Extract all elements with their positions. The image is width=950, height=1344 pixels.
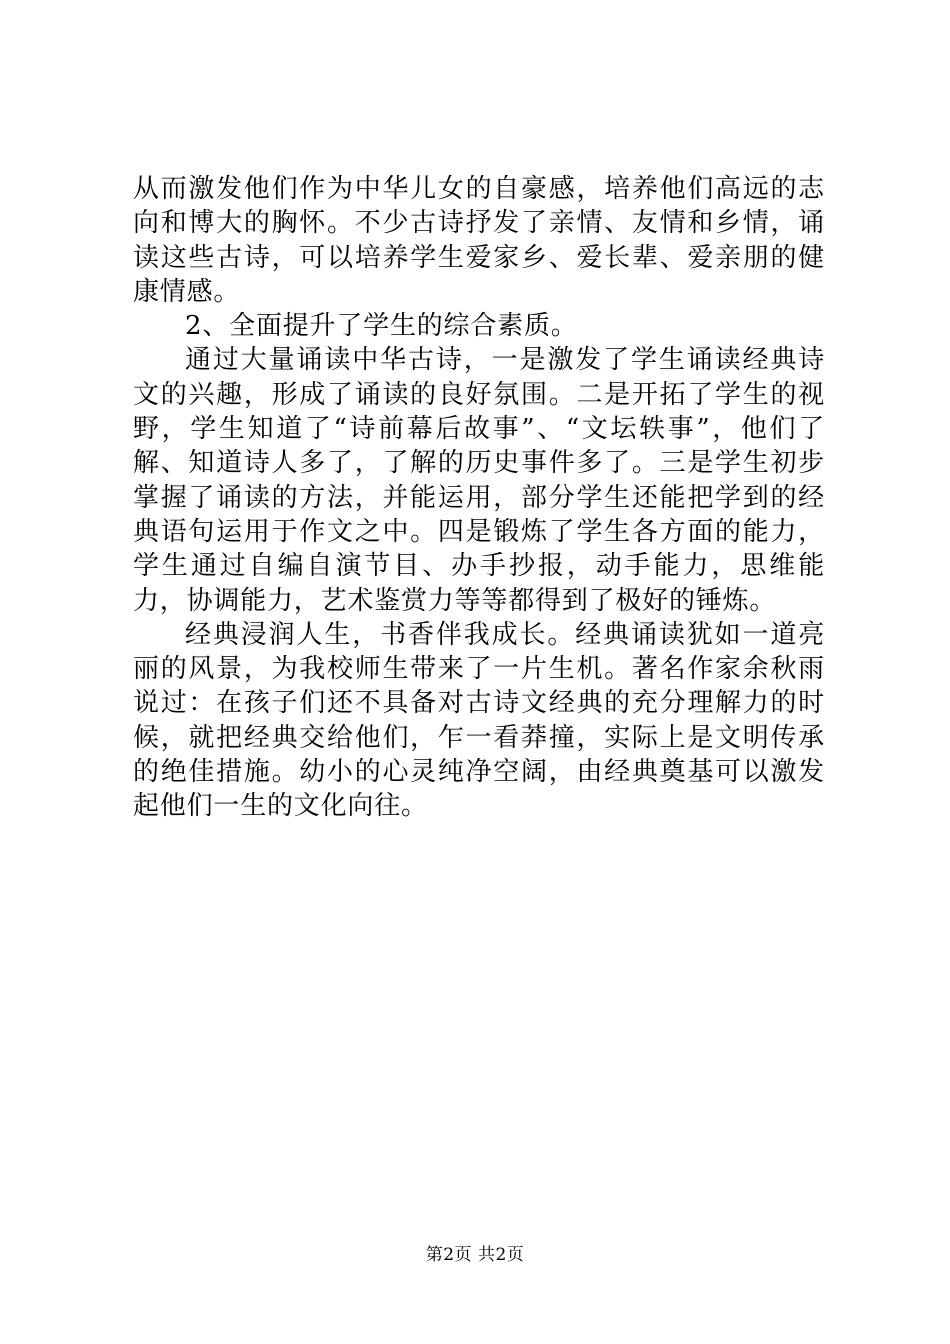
paragraph-continuation: 从而激发他们作为中华儿女的自豪感，培养他们高远的志向和博大的胸怀。不少古诗抒发了亲情、友情和乡情，诵读这些古诗，可以培养学生爱家乡、爱长辈、爱亲朋的健康情感。 [133,174,825,307]
document-body [133,172,825,824]
paragraph-section-heading: 2、全面提升了学生的综合素质。 [185,311,578,342]
paragraph-conclusion: 经典浸润人生，书香伴我成长。经典诵读犹如一道亮丽的风景，为我校师生带来了一片生机。著名作家余秋雨说过：在孩子们还不具备对古诗文经典的充分理解力的时候，就把经典交给他们，乍一看莽撞，实际上是文明传承的绝佳措施。幼小的心灵纯净空阔，由经典奠基可以激发起他们一生的文化向往。 [133,619,825,822]
paragraph-benefits: 通过大量诵读中华古诗，一是激发了学生诵读经典诗文的兴趣，形成了诵读的良好氛围。二是开拓了学生的视野，学生知道了“诗前幕后故事”、“文坛轶事”，他们了解、知道诗人多了，了解的历史事件多了。三是学生初步掌握了诵读的方法，并能运用，部分学生还能把学到的经典语句运用于作文之中。四是锻炼了学生各方面的能力，学生通过自编自演节目、办手抄报，动手能力，思维能力，协调能力，艺术鉴赏力等等都得到了极好的锤炼。 [133,345,825,616]
page-number-footer: 第2页 共2页 [425,1245,525,1265]
